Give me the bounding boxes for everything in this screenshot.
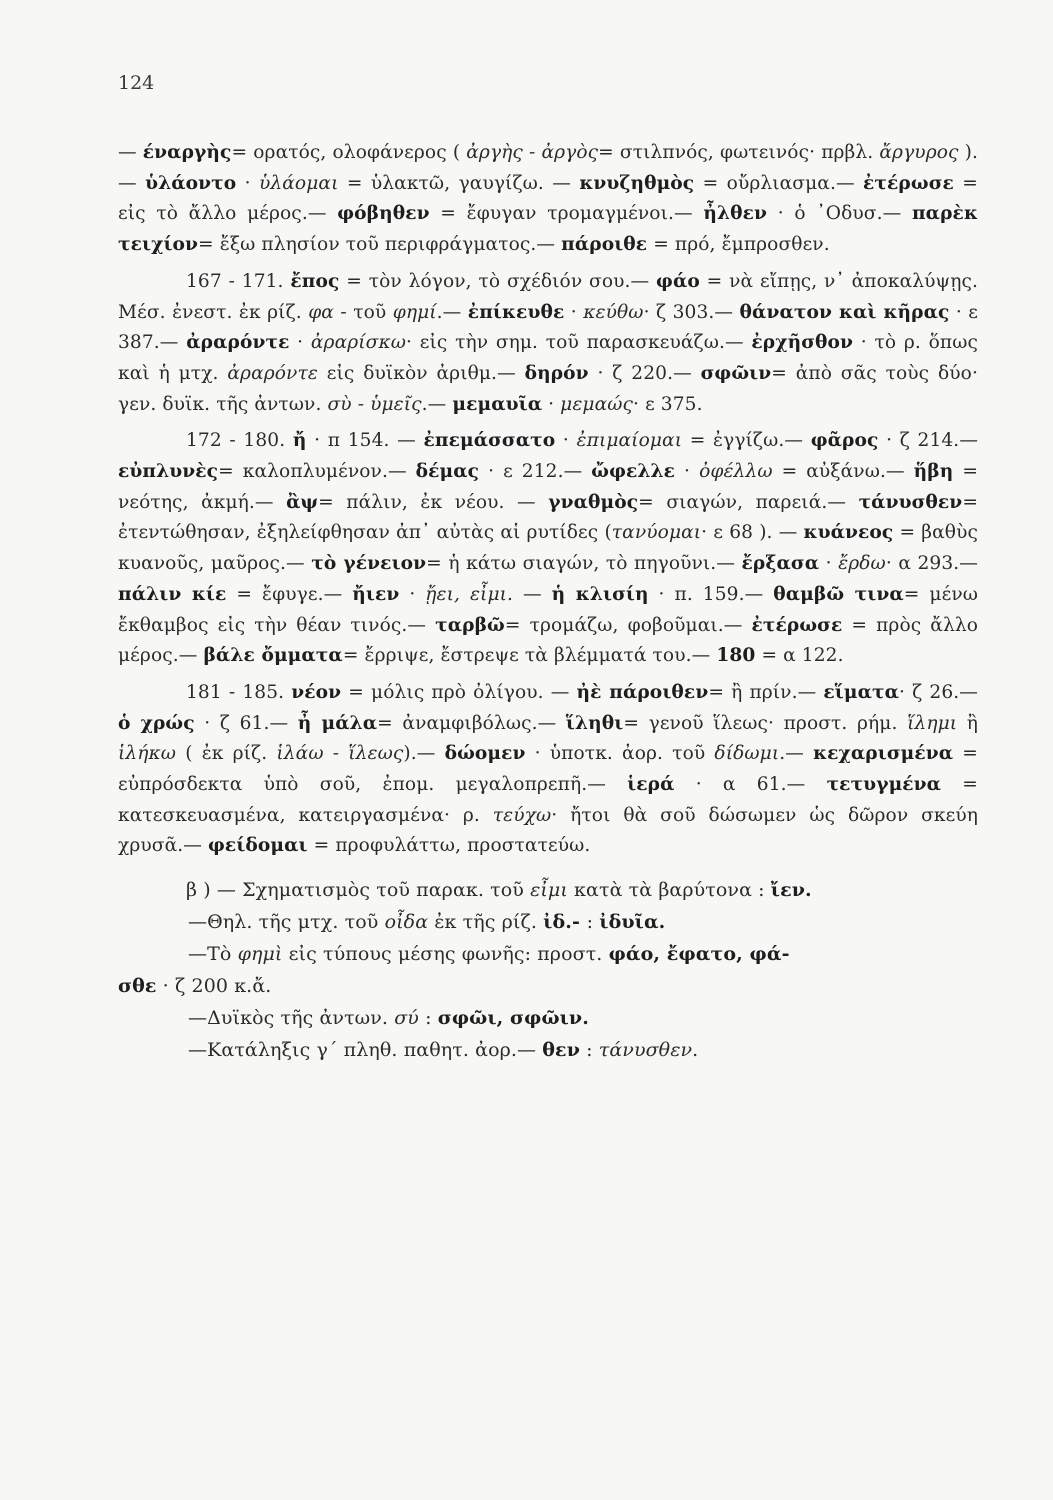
headword: ἐρχῆσθον <box>751 332 854 354</box>
gloss-text: = ἡ κάτω σιαγών, τὸ πηγοῦνι.— <box>426 553 742 575</box>
headword: κεχαρισμένα <box>813 743 954 765</box>
italic-form: φημὶ <box>237 943 283 966</box>
headword: ἐτέρωσε <box>863 172 954 194</box>
gloss-text: · ε 212.— <box>479 461 592 483</box>
headword: ὤφελλε <box>591 461 676 483</box>
gloss-text: 172 - 180. <box>186 430 293 452</box>
gloss-text: · εἰς τὴν σημ. τοῦ παρασκευάζω.— <box>406 332 752 354</box>
gloss-text: = ἔφυγε.— <box>226 583 353 605</box>
gloss-text: ἢ <box>957 712 978 734</box>
italic-form: ἀραρόντε <box>227 362 318 384</box>
italic-form: σύ <box>394 1007 419 1030</box>
headword: ἠὲ πάροιθεν <box>576 681 709 703</box>
headword: πάλιν κίε <box>118 583 227 605</box>
commentary-text <box>118 138 978 1066</box>
gloss-text: = καλοπλυμένον.— <box>218 461 416 483</box>
headword: ἐτέρωσε <box>751 614 843 636</box>
gloss-text: .— <box>779 743 814 765</box>
gloss-text: · π 154. — <box>306 430 424 452</box>
headword: εἵματα <box>823 681 900 703</box>
headword: ἰδυῖα. <box>599 911 666 934</box>
italic-form: κεύθω <box>583 301 644 323</box>
grammar-note <box>118 906 978 938</box>
gloss-text: —Κατάληξις γ´ πληθ. παθητ. ἀορ.— <box>188 1039 543 1062</box>
gloss-text: = μένω ἔκθαμβος εἰς τὴν θέαν τινός.— <box>118 583 979 636</box>
gloss-text: ).— <box>118 142 978 194</box>
italic-form: ᾔει, εἶμι <box>425 583 508 605</box>
gloss-text: · ζ 200 κ.ἄ. <box>156 975 272 998</box>
gloss-text: .— <box>421 393 453 415</box>
italic-form: ἐπιμαίομαι <box>576 430 683 452</box>
gloss-text: β ) — Σχηματισμὸς τοῦ παρακ. τοῦ <box>186 879 531 902</box>
headword: ἦλθεν <box>703 203 768 225</box>
gloss-text: = προφυλάττω, προστατεύω. <box>307 835 591 857</box>
gloss-text: · ζ 214.— <box>878 430 979 452</box>
headword: φάο <box>656 270 700 292</box>
gloss-text: = πάλιν, ἐκ νέου. — <box>318 491 549 513</box>
gloss-text: = ἀναμφιβόλως.— <box>377 712 566 734</box>
italic-form: ἱλάω - ἵλεως <box>276 743 404 765</box>
gloss-text: · <box>289 332 311 354</box>
gloss-text: - τοῦ <box>333 301 393 323</box>
gloss-text: · <box>555 430 577 452</box>
gloss-text: κατὰ τὰ βαρύτονα : <box>567 879 771 902</box>
gloss-text: · ζ 303.— <box>643 301 740 323</box>
gloss-text: = τὸν λόγον, τὸ σχέδιόν σου.— <box>339 270 657 292</box>
gloss-text: · ζ 220.— <box>588 362 701 384</box>
italic-form: δίδωμι <box>714 743 780 765</box>
headword: ταρβῶ <box>435 614 505 636</box>
grammar-note-continuation <box>118 970 978 1002</box>
italic-form: τανύομαι <box>611 522 702 544</box>
gloss-text: —Τὸ <box>188 943 238 966</box>
headword: πάροιθε <box>561 234 648 256</box>
gloss-text: = σιαγών, παρειά.— <box>638 491 859 513</box>
headword: ἦ μάλα <box>297 712 378 734</box>
headword: εὐπλυνὲς <box>118 461 219 483</box>
grammar-note <box>118 938 978 970</box>
gloss-text: = ἔρριψε, ἔστρεψε τὰ βλέμματά του.— <box>342 645 717 667</box>
headword: ἱερά <box>627 774 675 796</box>
gloss-text: = ἔφυγαν τρομαγμένοι.— <box>429 203 704 225</box>
headword: ἥβη <box>913 461 954 483</box>
headword: ἴεν. <box>770 879 812 902</box>
headword: ἤιεν <box>352 583 400 605</box>
gloss-text: = αὐξάνω.— <box>772 461 914 483</box>
headword: ἔρξασα <box>741 553 820 575</box>
italic-form: ἀραρίσκω <box>310 332 407 354</box>
gloss-text: ( ἐκ ρίζ. <box>176 743 277 765</box>
gloss-text: — <box>118 142 143 163</box>
headword: κυάνεος <box>803 522 894 544</box>
gloss-text: = πρό, ἔμπροσθεν. <box>647 234 830 256</box>
headword: θεν <box>542 1039 580 1062</box>
gloss-text: ἐκ τῆς ρίζ. <box>428 911 544 934</box>
grammar-note <box>118 1034 978 1066</box>
italic-form: ἄργυρος <box>879 142 959 163</box>
gloss-text: = πρὸς ἄλλο μέρος.— <box>118 614 979 667</box>
headword: γναθμὸς <box>548 491 639 513</box>
gloss-text: = γενοῦ ἵλεως· προστ. ρήμ. <box>623 712 908 734</box>
headword: τετυγμένα <box>826 774 942 796</box>
headword: παρὲκ τειχίον <box>118 203 978 256</box>
headword: φόβηθεν <box>337 203 430 225</box>
italic-form: φημί <box>392 301 437 323</box>
gloss-text: = μόλις πρὸ ὀλίγου. — <box>341 681 577 703</box>
gloss-text: = α 122. <box>755 645 844 667</box>
gloss-text: · ζ 61.— <box>194 712 298 734</box>
gloss-text: = ορατός, ολοφάνερος ( <box>231 142 467 163</box>
italic-form: μεμαώς <box>560 393 634 415</box>
gloss-text: = ἐτεντώθησαν, ἐξηλείφθησαν ἀπ᾽ αὐτὰς αἱ ρυτίδες ( <box>118 491 978 544</box>
paragraph-p3 <box>118 426 978 672</box>
paragraph-p1 <box>118 138 978 261</box>
grammar-notes <box>118 874 978 1066</box>
gloss-text: 181 - 185. <box>186 681 292 703</box>
gloss-text: · ὁ ᾽Οδυσ.— <box>767 203 912 225</box>
gloss-text: : <box>579 1039 599 1062</box>
gloss-text: · <box>236 172 259 194</box>
gloss-text: = οὔρλιασμα.— <box>694 172 864 194</box>
gloss-text: = κατεσκευασμένα, κατειργασμένα· ρ. <box>118 774 978 826</box>
headword: έναργὴς <box>142 142 232 163</box>
gloss-text: · ζ 26.— <box>899 681 978 703</box>
headword: βάλε ὄμματα <box>203 645 343 667</box>
gloss-text: —Θηλ. τῆς μτχ. τοῦ <box>188 911 385 934</box>
headword: ἡ κλισίη <box>551 583 649 605</box>
gloss-text: · <box>399 583 426 605</box>
gloss-text: . <box>692 1039 699 1062</box>
gloss-text: · α 61.— <box>674 774 827 796</box>
gloss-text: —Δυϊκὸς τῆς ἀντων. <box>188 1007 395 1030</box>
headword: ἐπίκευθε <box>467 301 565 323</box>
gloss-text: = νεότης, ἀκμή.— <box>118 461 979 513</box>
gloss-text: = νὰ εἴπῃς, ν᾽ ἀποκαλύψῃς. Μέσ. ἐνεστ. ἐκ ρίζ. <box>118 270 978 323</box>
gloss-text: . — <box>507 583 552 605</box>
headword: σθε <box>118 975 157 998</box>
headword: νέον <box>291 681 342 703</box>
gloss-text: = ἀπὸ σᾶς τοὺς δύο· γεν. δυϊκ. τῆς ἀντων. <box>118 362 978 415</box>
italic-form: τάνυσθεν <box>598 1039 693 1062</box>
page-number: 124 <box>118 72 155 94</box>
gloss-text: · ε 387.— <box>118 301 979 354</box>
headword: σφῶιν <box>700 362 772 384</box>
headword: ἐπεμάσσατο <box>423 430 556 452</box>
gloss-text: = ἔξω πλησίον τοῦ περιφράγματος.— <box>198 234 562 256</box>
italic-form: τεύχω <box>492 804 552 826</box>
gloss-text: · ἤτοι θὰ σοῦ δώσωμεν ὡς δῶρον σκεύη χρυσᾶ.— <box>118 804 978 857</box>
gloss-text: · <box>819 553 839 575</box>
gloss-text: · <box>564 301 584 323</box>
gloss-text: · ε 375. <box>633 393 703 415</box>
headword: δέμας <box>415 461 480 483</box>
gloss-text: · α 293.— <box>885 553 978 575</box>
gloss-text: = τρομάζω, φοβοῦμαι.— <box>504 614 752 636</box>
italic-form: ἀργὴς - ἀργὸς <box>466 142 599 163</box>
gloss-text: = ἐγγίζω.— <box>682 430 811 452</box>
italic-form: οἶδα <box>384 911 429 934</box>
headword: ἀραρόντε <box>186 332 290 354</box>
gloss-text: · ε 68 ). — <box>701 522 804 544</box>
grammar-note <box>118 1002 978 1034</box>
headword: 180 <box>716 645 756 667</box>
headword: δηρόν <box>524 362 589 384</box>
gloss-text: : <box>418 1007 438 1030</box>
headword: ἂψ <box>286 491 319 513</box>
italic-form: ἱλήκω <box>118 743 177 765</box>
headword: δώομεν <box>444 743 526 765</box>
headword: σφῶι, σφῶιν. <box>437 1007 589 1030</box>
gloss-text: · <box>542 393 561 415</box>
italic-form: ὀφέλλω <box>699 461 773 483</box>
italic-form: ἔρδω <box>838 553 886 575</box>
headword: θαμβῶ τινα <box>773 583 904 605</box>
headword: ἔπος <box>290 270 340 292</box>
paragraph-p4 <box>118 678 978 862</box>
gloss-text: 167 - 171. <box>186 270 291 292</box>
gloss-text: = εἰς τὸ ἄλλο μέρος.— <box>118 172 978 225</box>
headword: τάνυσθεν <box>858 491 963 513</box>
headword: τὸ γένειον <box>311 553 427 575</box>
grammar-note <box>118 874 978 906</box>
gloss-text: · ὑποτκ. ἀορ. τοῦ <box>525 743 715 765</box>
gloss-text: = στιλπνός, φωτεινός· πρβλ. <box>598 142 880 163</box>
headword: θάνατον καὶ κῆρας <box>739 301 950 323</box>
headword: ὑλάοντο <box>145 172 237 194</box>
italic-form: φα <box>308 301 334 323</box>
gloss-text: · <box>675 461 700 483</box>
gloss-text: = ὑλακτῶ, γαυγίζω. — <box>338 172 580 194</box>
italic-form: ἵλημι <box>907 712 958 734</box>
gloss-text: : <box>586 911 600 934</box>
gloss-text: · τὸ ρ. ὅπως καὶ ἡ μτχ. <box>118 332 978 384</box>
gloss-text: · π. 159.— <box>648 583 774 605</box>
gloss-text: = εὐπρόσδεκτα ὑπὸ σοῦ, ἐπομ. μεγαλοπρεπῆ.— <box>118 743 978 796</box>
gloss-text: .— <box>436 301 468 323</box>
italic-form: σὺ - ὑμεῖς <box>327 393 422 415</box>
paragraph-p2 <box>118 267 978 421</box>
gloss-text: = ἢ πρίν.— <box>708 681 824 703</box>
italic-form: εἶμι <box>530 879 568 902</box>
headword: φείδομαι <box>207 835 308 857</box>
headword: ἤ <box>292 430 307 452</box>
gloss-text: εἰς τύπους μέσης φωνῆς: προστ. <box>282 943 609 966</box>
headword: μεμαυῖα <box>452 393 543 415</box>
headword: ἰδ.- <box>543 911 587 934</box>
headword: φάο, ἔφατο, φά- <box>608 943 790 966</box>
headword: ὁ χρώς <box>118 712 195 734</box>
gloss-text: = βαθὺς κυανοῦς, μαῦρος.— <box>118 522 978 575</box>
italic-form: ὑλάομαι <box>258 172 339 194</box>
gloss-text: ).— <box>403 743 445 765</box>
gloss-text: εἰς δυϊκὸν ἀριθμ.— <box>317 362 525 384</box>
headword: ἵληθι <box>565 712 624 734</box>
headword: κνυζηθμὸς <box>579 172 695 194</box>
headword: φᾶρος <box>810 430 879 452</box>
